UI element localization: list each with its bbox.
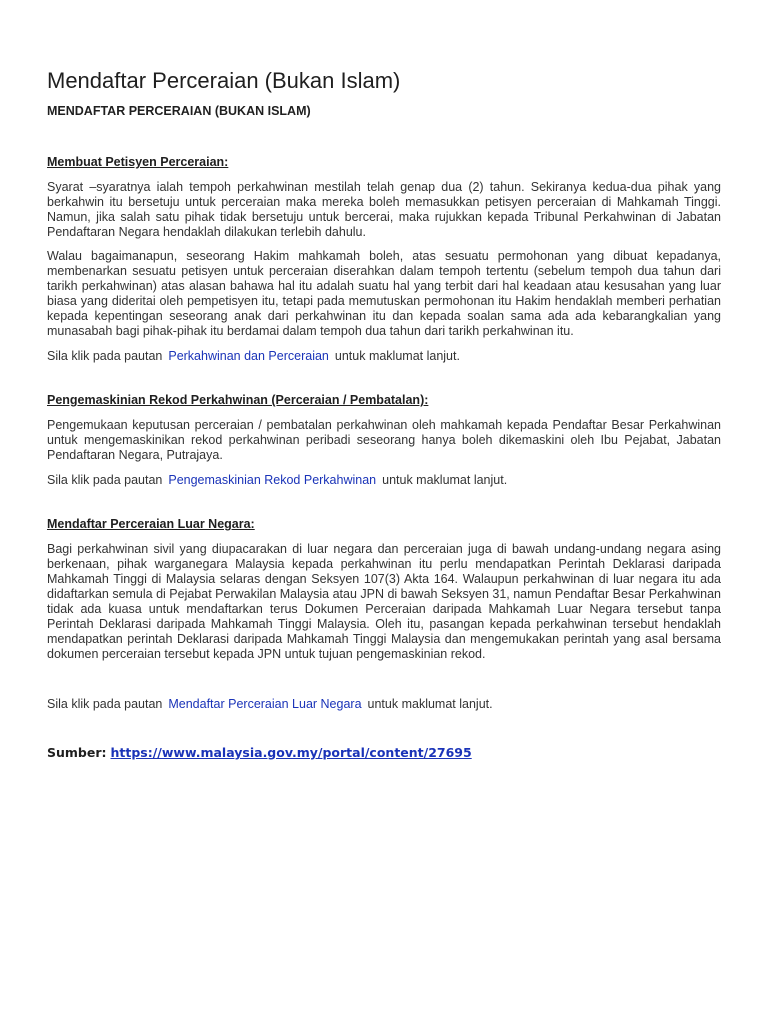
paragraph: Syarat –syaratnya ialah tempoh perkahwinan mestilah telah genap dua (2) tahun. Sekiranya kedua-dua pihak yang berkahwin itu bersetuju untuk perceraian maka mereka boleh memasukkan petisyen perceraian di Mahkamah Tinggi. Namun, jika salah satu pihak tidak bersetuju untuk bercerai, maka rujukkan kepada Tribunal Perkahwinan di Jabatan Pendaftaran Negara hendaklah dilakukan terlebih dahulu. [47,180,721,239]
paragraph: Walau bagaimanapun, seseorang Hakim mahkamah boleh, atas sesuatu permohonan yang dibuat kepadanya, membenarkan sesuatu petisyen untuk perceraian diserahkan dalam tempoh tertentu (sebelum tempoh dua tahun dari tarikh perkahwinan) atas alasan bahawa hal itu adalah suatu hal yang terbit dari hal keadaan atau kesusahan yang luar biasa yang dideritai oleh pempetisyen itu, tetapi pada memutuskan permohonan itu Hakim hendaklah memberi perhatian kepada kepentingan seseorang anak dari perkahwinan itu dan kepada soalan sama ada ada kebarangkalian yang munasabah bagi pihak-pihak itu berdamai dalam tempoh dua tahun dari tarikh perkahwinan itu. [47,249,721,338]
link-line [47,472,721,488]
section-petisyen [47,153,721,364]
section-heading: Mendaftar Perceraian Luar Negara: [47,517,255,531]
link-prefix: Sila klik pada pautan [47,697,163,711]
link-prefix: Sila klik pada pautan [47,473,163,487]
link-line [47,348,721,364]
source-link[interactable]: https://www.malaysia.gov.my/portal/content/27695 [110,745,472,760]
link-suffix: untuk maklumat lanjut. [382,473,508,487]
section-heading: Membuat Petisyen Perceraian: [47,155,229,169]
section-luar-negara [47,515,721,712]
page-title: Mendaftar Perceraian (Bukan Islam) [47,68,401,93]
link-line [47,696,721,712]
link-mendaftar-perceraian-luar-negara[interactable]: Mendaftar Perceraian Luar Negara [168,697,362,711]
link-prefix: Sila klik pada pautan [47,349,163,363]
section-heading: Pengemaskinian Rekod Perkahwinan (Perceraian / Pembatalan): [47,393,429,407]
source-line [47,745,721,761]
link-pengemaskinian-rekod[interactable]: Pengemaskinian Rekod Perkahwinan [168,473,377,487]
section-pengemaskinian [47,391,721,488]
link-suffix: untuk maklumat lanjut. [367,697,493,711]
source-label: Sumber: [47,745,107,760]
link-perkahwinan-dan-perceraian[interactable]: Perkahwinan dan Perceraian [168,349,329,363]
paragraph: Pengemukaan keputusan perceraian / pembatalan perkahwinan oleh mahkamah kepada Pendaftar Besar Perkahwinan untuk mengemaskinikan rekod perkahwinan peribadi seseorang hanya boleh dikemaskini oleh Ibu Pejabat, Jabatan Pendaftaran Negara, Putrajaya. [47,418,721,462]
link-suffix: untuk maklumat lanjut. [334,349,460,363]
paragraph: Bagi perkahwinan sivil yang diupacarakan di luar negara dan perceraian juga di bawah undang-undang negara asing berkenaan, pihak warganegara Malaysia kepada perkahwinan itu perlu mendapatkan Perintah Deklarasi daripada Mahkamah Tinggi di Malaysia selaras dengan Seksyen 107(3) Akta 164. Walaupun perkahwinan di luar negara itu ada didaftarkan semula di Pejabat Perwakilan Malaysia atau JPN di bawah Seksyen 31, namun Pendaftar Besar Perkahwinan tidak ada kuasa untuk mendaftarkan terus Dokumen Perceraian daripada Mahkamah Luar Negara tersebut tanpa Perintah Deklarasi daripada Mahkamah Tinggi Malaysia. Oleh itu, pasangan kepada perkahwinan tersebut hendaklah mendapatkan perintah Deklarasi daripada Mahkamah Tinggi Malaysia dan mengemukakan perintah yang asal bersama dokumen perceraian tersebut kepada JPN untuk tujuan pengemaskinian rekod. [47,542,721,661]
page-subtitle: MENDAFTAR PERCERAIAN (BUKAN ISLAM) [47,104,311,118]
